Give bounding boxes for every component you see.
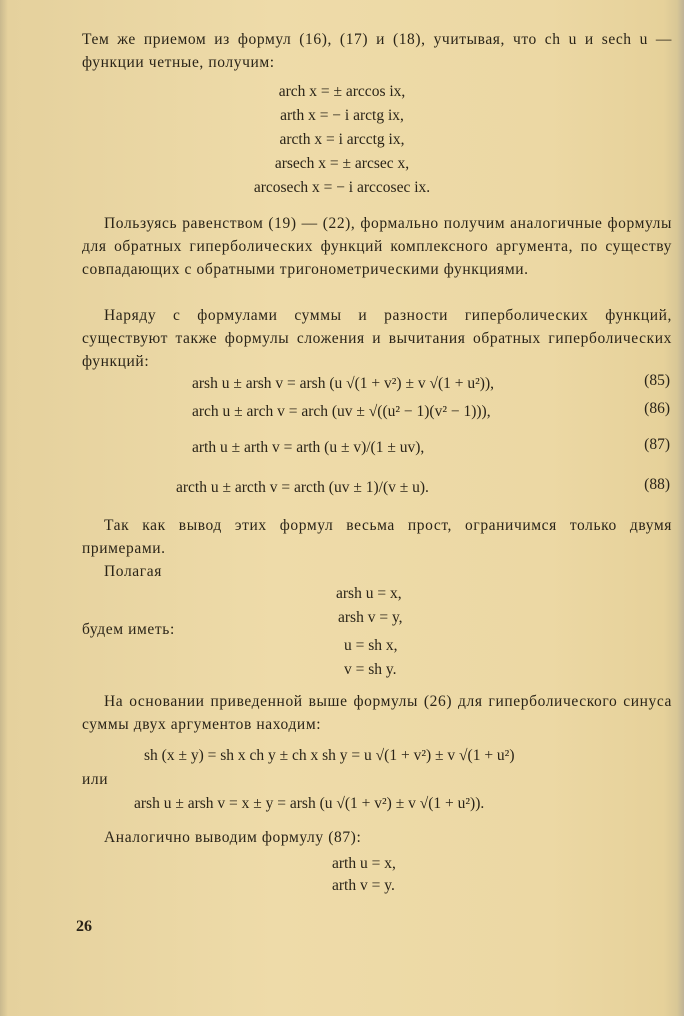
paragraph-assuming: Полагая (104, 563, 162, 580)
paragraph-complex-argument: Пользуясь равенством (19) — (22), формально получим аналогичные формулы для обратных гиперболических функций комплексного аргумента, по существу совпадающих с обратными тригонометрическими функциями. (82, 215, 672, 278)
equation-arsh-sum: arsh u ± arsh v = x ± y = arsh (u √(1 + v²) ± v √(1 + u²)). (134, 795, 485, 812)
paragraph-examples: Так как вывод этих формул весьма прост, ограничимся только двумя примерами. (82, 517, 672, 557)
formula-88-number: (88) (644, 476, 670, 493)
formula-86-number: (86) (644, 400, 670, 417)
equation-arth-v: arth v = y. (332, 877, 395, 894)
equation-arsh-v: arsh v = y, (338, 609, 403, 626)
formula-85: arsh u ± arsh v = arsh (u √(1 + v²) ± v √(1 + u²)), (192, 375, 494, 392)
formula-87: arth u ± arth v = arth (u ± v)/(1 ± uv), (192, 439, 425, 456)
equation-arsech: arsech x = ± arcsec x, (274, 155, 410, 172)
equation-arcosech: arcosech x = − i arccosec ix. (253, 179, 431, 196)
formula-85-number: (85) (644, 372, 670, 389)
word-or: или (82, 771, 109, 788)
equation-arsh-u: arsh u = x, (336, 585, 402, 602)
paragraph-we-have: будем иметь: (82, 621, 175, 638)
page-number: 26 (76, 918, 92, 935)
equation-v-sh: v = sh y. (344, 661, 397, 678)
equation-sh-sum: sh (x ± y) = sh x ch y ± ch x sh y = u √(1 + v²) ± v √(1 + u²) (144, 747, 515, 764)
equation-arcth: arcth x = i arcctg ix, (279, 131, 405, 148)
paragraph-analogously: Аналогично выводим формулу (87): (104, 829, 362, 846)
paragraph-addition-formulas: Наряду с формулами суммы и разности гиперболических функций, существуют также формулы сложения и вычитания обратных гиперболических функций: (82, 307, 672, 370)
equation-arch: arch x = ± arccos ix, (278, 83, 406, 100)
formula-88: arcth u ± arcth v = arcth (uv ± 1)/(v ± u). (176, 479, 429, 496)
equation-u-sh: u = sh x, (344, 637, 398, 654)
paragraph-formula-26: На основании приведенной выше формулы (26) для гиперболического синуса суммы двух аргументов находим: (82, 693, 672, 733)
equation-arth-u: arth u = x, (332, 855, 396, 872)
formula-86: arch u ± arch v = arch (uv ± √((u² − 1)(v² − 1))), (192, 403, 491, 420)
formula-87-number: (87) (644, 436, 670, 453)
equation-arth: arth x = − i arctg ix, (280, 107, 404, 124)
paragraph-intro: Тем же приемом из формул (16), (17) и (18), учитывая, что ch u и sech u — функции четные, получим: (82, 31, 672, 71)
